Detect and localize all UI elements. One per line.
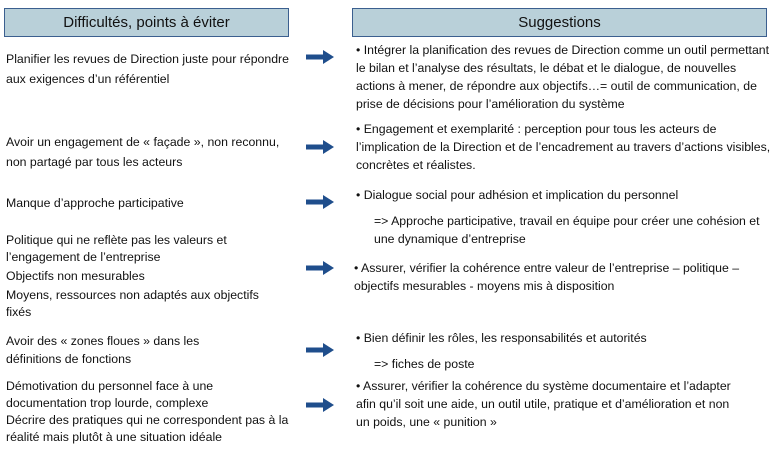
difficulty-6-b: Décrire des pratiques qui ne correspondent pas à la réalité mais plutôt à une situation idéale <box>6 413 289 444</box>
arrow-right-icon <box>306 398 334 412</box>
difficulty-1: Planifier les revues de Direction juste pour répondre aux exigences d’un référentiel <box>6 52 289 86</box>
header-suggestions: Suggestions <box>352 8 767 37</box>
difficulty-3: Manque d’approche participative <box>6 196 184 210</box>
arrow-right-icon <box>306 195 334 209</box>
difficulty-6 <box>6 378 296 446</box>
difficulty-5: Avoir des « zones floues » dans les définitions de fonctions <box>6 334 200 366</box>
difficulty-4-c: Moyens, ressources non adaptés aux objectifs fixés <box>6 288 259 319</box>
suggestion-6: • Assurer, vérifier la cohérence du système documentaire et l’adapter afin qu’il soit une aide, un outil utile, pratique et d’amélioration et non un poids, une « punition » <box>356 379 731 429</box>
suggestion-4: • Assurer, vérifier la cohérence entre valeur de l’entreprise – politique – objectifs mesurables - moyens mis à disposition <box>354 261 740 293</box>
arrow-right-icon <box>306 261 334 275</box>
suggestion-5: • Bien définir les rôles, les responsabilités et autorités <box>356 331 647 345</box>
arrow-right-icon <box>306 140 334 154</box>
difficulty-4-a: Politique qui ne reflète pas les valeurs et l’engagement de l’entreprise <box>6 233 227 264</box>
suggestion-5-note: => fiches de poste <box>374 357 475 371</box>
suggestion-3-note: => Approche participative, travail en équipe pour créer une cohésion et une dynamique d’entreprise <box>374 214 760 246</box>
difficulty-4 <box>6 232 276 321</box>
arrow-right-icon <box>306 50 334 64</box>
suggestion-1: • Intégrer la planification des revues de Direction comme un outil permettant le bilan et l’analyse des résultats, le débat et le dialogue, de nouvelles actions à mener, de répondre aux objectifs…= outil de communication, de prise de décisions pour l’amélioration du système <box>356 43 770 111</box>
header-difficulties: Difficultés, points à éviter <box>4 8 289 37</box>
difficulty-4-b: Objectifs non mesurables <box>6 269 145 283</box>
difficulty-6-a: Démotivation du personnel face à une documentation trop lourde, complexe <box>6 379 214 410</box>
suggestion-3: • Dialogue social pour adhésion et implication du personnel <box>356 188 679 202</box>
suggestion-2: • Engagement et exemplarité : perception pour tous les acteurs de l’implication de la Direction et de l’encadrement au travers d’actions visibles, concrètes et réalistes. <box>356 122 771 172</box>
difficulty-2: Avoir un engagement de « façade », non reconnu, non partagé par tous les acteurs <box>6 135 280 169</box>
arrow-right-icon <box>306 343 334 357</box>
